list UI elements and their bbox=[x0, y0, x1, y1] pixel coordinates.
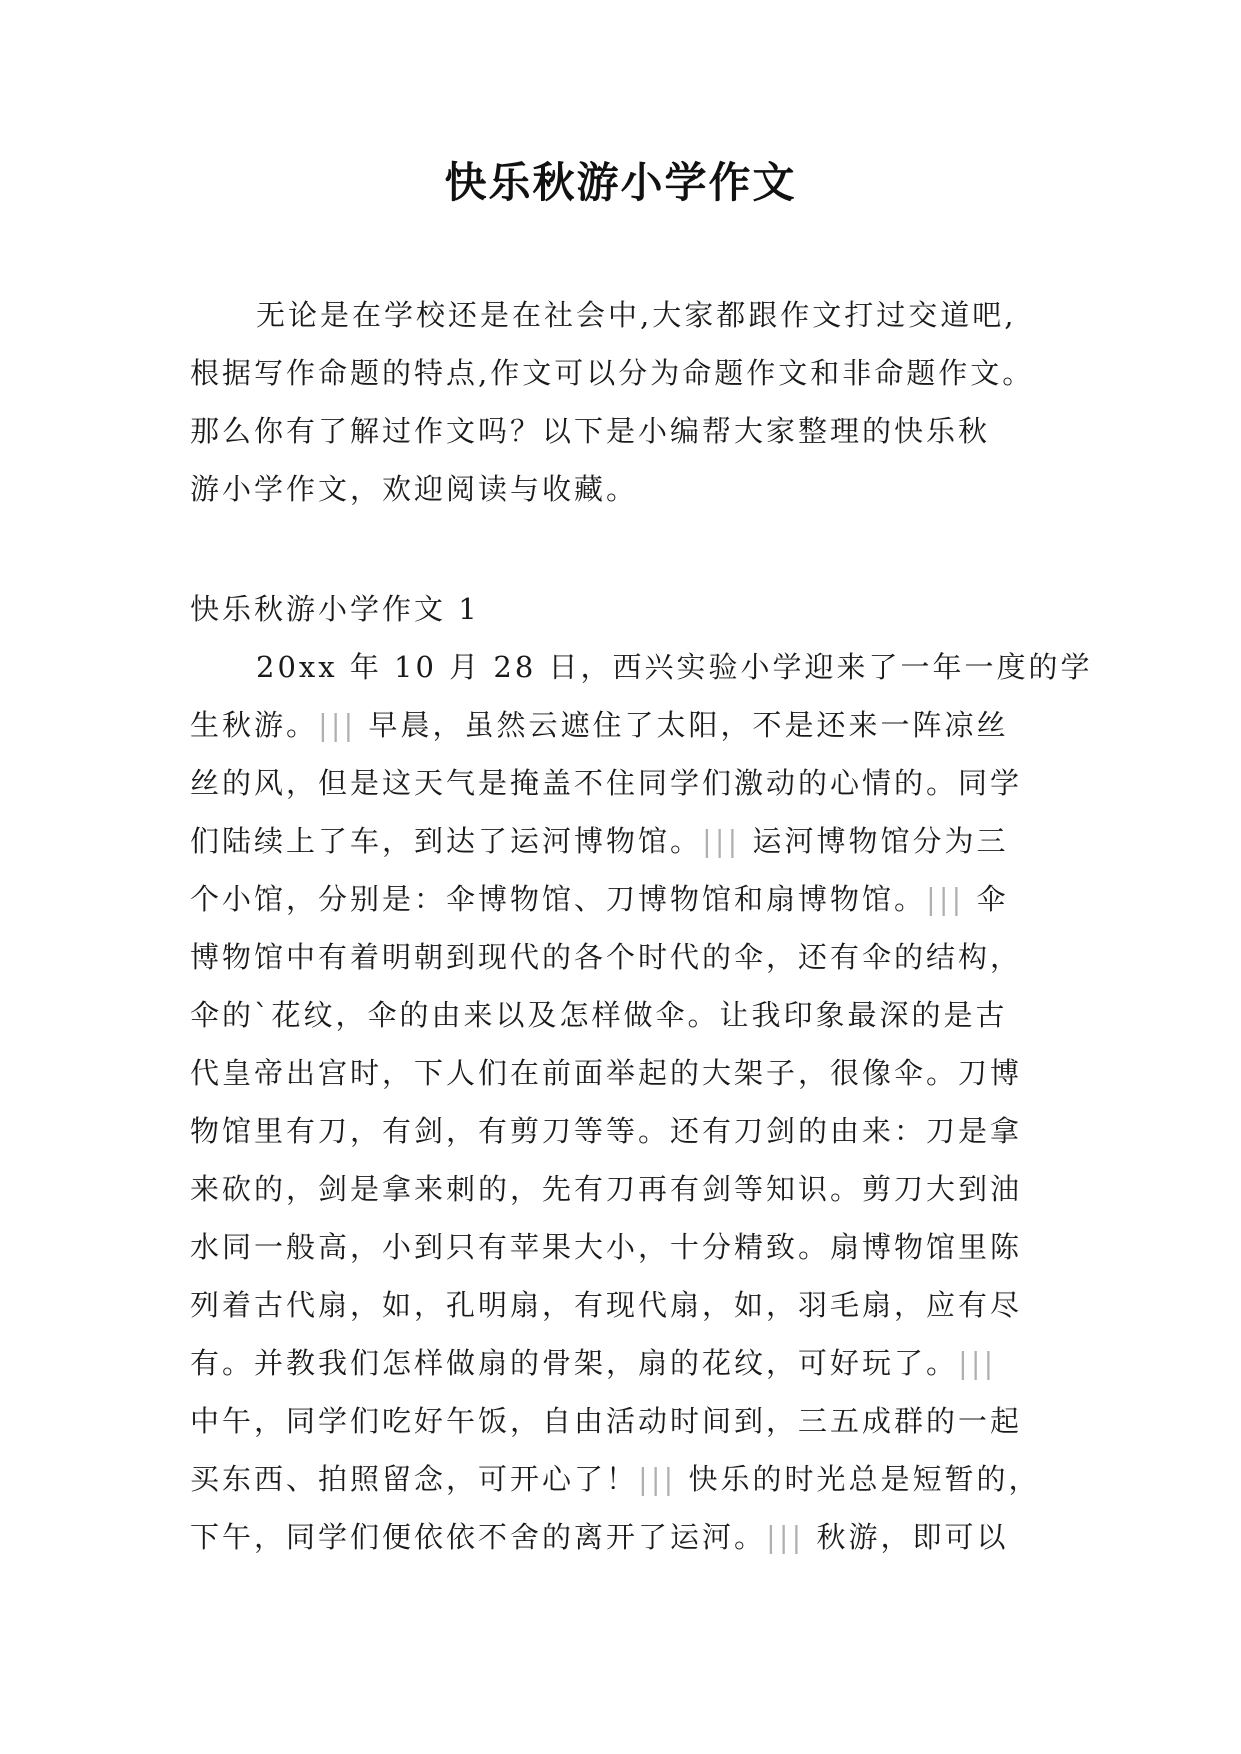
essay-line: 下午，同学们便依依不舍的离开了运河。||| 秋游，即可以 bbox=[190, 1520, 1009, 1554]
essay-line: 个小馆，分别是：伞博物馆、刀博物馆和扇博物馆。||| 伞 bbox=[190, 882, 1009, 916]
separator-mark: ||| bbox=[926, 882, 965, 916]
section-heading: 快乐秋游小学作文 1 bbox=[190, 592, 480, 626]
essay-line: 20xx 年 10 月 28 日，西兴实验小学迎来了一年一度的学 bbox=[256, 650, 1093, 684]
separator-mark: ||| bbox=[638, 1462, 677, 1496]
intro-line: 那么你有了解过作文吗？以下是小编帮大家整理的快乐秋 bbox=[190, 414, 991, 448]
essay-line: 买东西、拍照留念，可开心了！||| 快乐的时光总是短暂的， bbox=[190, 1462, 1041, 1496]
essay-line: 伞的`花纹，伞的由来以及怎样做伞。让我印象最深的是古 bbox=[190, 998, 1008, 1032]
essay-line: 物馆里有刀，有剑，有剪刀等等。还有刀剑的由来：刀是拿 bbox=[190, 1114, 1023, 1148]
separator-mark: ||| bbox=[766, 1520, 805, 1554]
essay-line: 们陆续上了车，到达了运河博物馆。||| 运河博物馆分为三 bbox=[190, 824, 1009, 858]
essay-line: 博物馆中有着明朝到现代的各个时代的伞，还有伞的结构， bbox=[190, 940, 1023, 974]
intro-line: 游小学作文，欢迎阅读与收藏。 bbox=[190, 472, 639, 506]
essay-line: 水同一般高，小到只有苹果大小，十分精致。扇博物馆里陈 bbox=[190, 1230, 1023, 1264]
essay-line: 列着古代扇，如，孔明扇，有现代扇，如，羽毛扇，应有尽 bbox=[190, 1288, 1023, 1322]
intro-paragraph bbox=[190, 286, 1070, 518]
essay-line: 来砍的，剑是拿来刺的，先有刀再有剑等知识。剪刀大到油 bbox=[190, 1172, 1023, 1206]
essay-line: 代皇帝出宫时，下人们在前面举起的大架子，很像伞。刀博 bbox=[190, 1056, 1023, 1090]
page-title: 快乐秋游小学作文 bbox=[444, 158, 797, 207]
intro-line: 无论是在学校还是在社会中,大家都跟作文打过交道吧, bbox=[256, 298, 1017, 332]
essay-line: 有。并教我们怎样做扇的骨架，扇的花纹，可好玩了。||| bbox=[190, 1346, 997, 1380]
essay-line: 丝的风，但是这天气是掩盖不住同学们激动的心情的。同学 bbox=[190, 766, 1023, 800]
essay-line: 生秋游。||| 早晨，虽然云遮住了太阳，不是还来一阵凉丝 bbox=[190, 708, 1009, 742]
essay-line: 中午，同学们吃好午饭，自由活动时间到，三五成群的一起 bbox=[190, 1404, 1023, 1438]
separator-mark: ||| bbox=[702, 824, 741, 858]
essay-paragraph bbox=[190, 638, 1093, 1566]
separator-mark: ||| bbox=[318, 708, 357, 742]
intro-line: 根据写作命题的特点,作文可以分为命题作文和非命题作文。 bbox=[190, 356, 1035, 390]
separator-mark: ||| bbox=[958, 1346, 997, 1380]
